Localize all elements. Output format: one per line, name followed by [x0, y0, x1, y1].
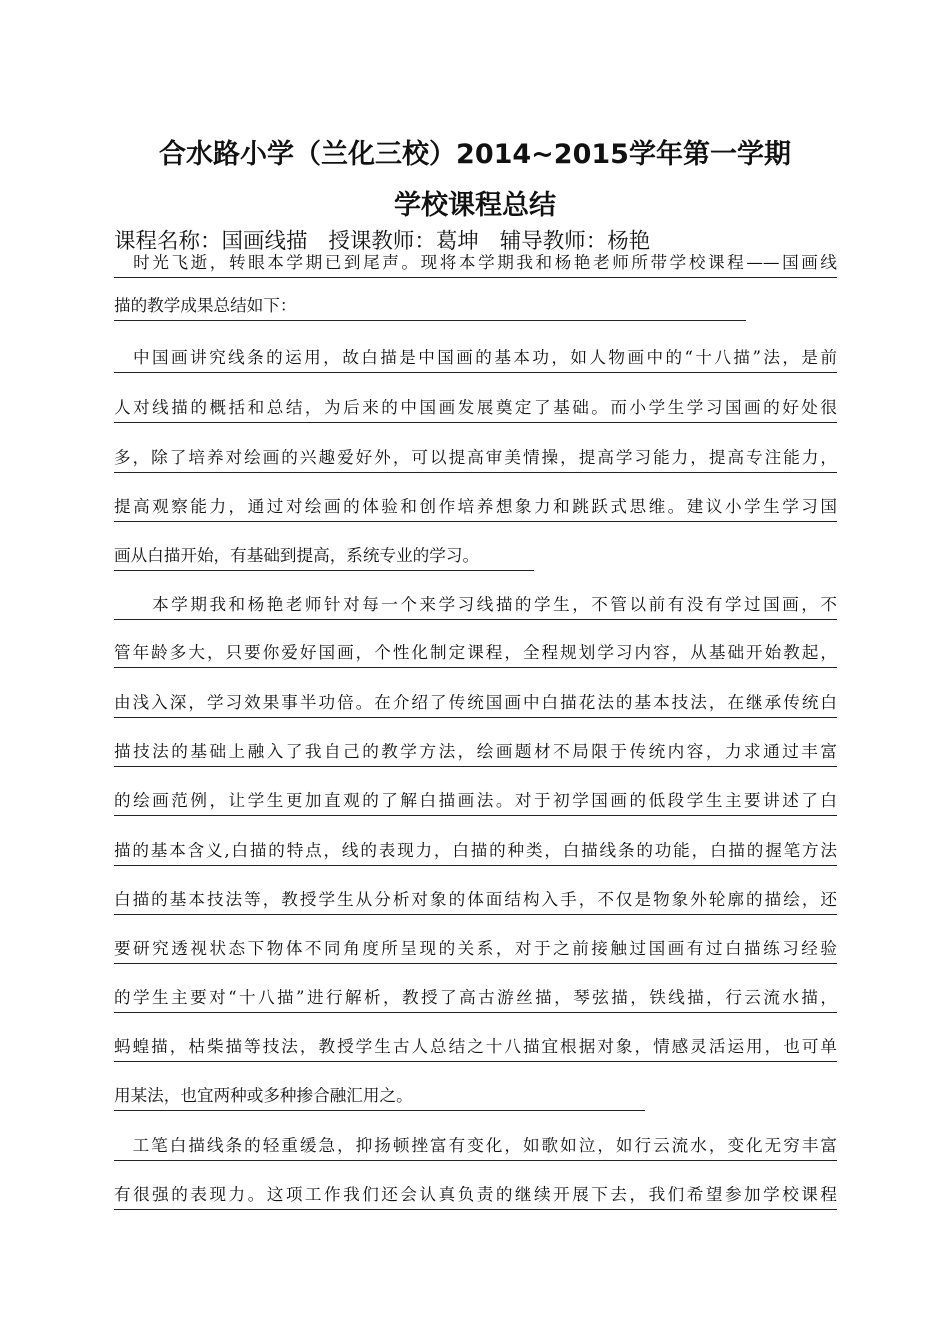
body-line: 人对线描的概括和总结，为后来的中国画发展奠定了基础。而小学生学习国画的好处很 [114, 393, 837, 423]
tutor-label: 辅导教师： [499, 229, 608, 254]
body-line: 要研究透视状态下物体不同角度所呈现的关系，对于之前接触过国画有过白描练习经验 [114, 934, 837, 964]
body-line: 描的基本含义,白描的特点，线的表现力，白描的种类，白描线条的功能，白描的握笔方法 [114, 836, 837, 866]
body-line: 管年龄多大，只要你爱好国画，个性化制定课程，全程规划学习内容，从基础开始教起， [114, 638, 837, 668]
body-line: 用某法，也宜两种或多种掺合融汇用之。 [114, 1081, 645, 1111]
body-line: 描技法的基础上融入了我自己的教学方法，绘画题材不局限于传统内容，力求通过丰富 [114, 737, 837, 767]
document-title-line2: 学校课程总结 [394, 190, 556, 221]
body-line: 中国画讲究线条的运用，故白描是中国画的基本功，如人物画中的“十八描”法，是前 [114, 343, 837, 373]
teacher-label: 授课教师： [328, 229, 436, 254]
body-line: 蚂蝗描，枯柴描等技法，教授学生古人总结之十八描宜根据对象，情感灵活运用，也可单 [114, 1032, 837, 1062]
teacher-value: 葛坤 [435, 229, 479, 254]
body-line: 本学期我和杨艳老师针对每一个来学习线描的学生，不管以前有没有学过国画，不 [114, 590, 837, 620]
document-title-line1: 合水路小学（兰化三校）2014~2015学年第一学期 [159, 139, 791, 170]
body-line: 时光飞逝，转眼本学期已到尾声。现将本学期我和杨艳老师所带学校课程——国画线 [114, 248, 837, 278]
body-line: 描的教学成果总结如下： [114, 291, 746, 321]
body-line: 的绘画范例，让学生更加直观的了解白描画法。对于初学国画的低段学生主要讲述了白 [114, 786, 837, 816]
body-line: 白描的基本技法等，教授学生从分析对象的体面结构入手，不仅是物象外轮廓的描绘，还 [114, 885, 837, 915]
course-name-value: 国画线描 [221, 229, 308, 254]
body-line: 提高观察能力，通过对绘画的体验和创作培养想象力和跳跃式思维。建议小学生学习国 [114, 492, 837, 522]
tutor-value: 杨艳 [607, 229, 651, 254]
body-line: 由浅入深，学习效果事半功倍。在介绍了传统国画中白描花法的基本技法，在继承传统白 [114, 688, 837, 718]
body-line: 有很强的表现力。这项工作我们还会认真负责的继续开展下去，我们希望参加学校课程 [114, 1180, 837, 1210]
course-name-label: 课程名称： [114, 229, 222, 254]
body-line: 工笔白描线条的轻重缓急，抑扬顿挫富有变化，如歌如泣，如行云流水，变化无穷丰富 [114, 1131, 837, 1161]
body-line: 多，除了培养对绘画的兴趣爱好外，可以提高审美情操，提高学习能力，提高专注能力， [114, 443, 837, 473]
body-line: 画从白描开始，有基础到提高，系统专业的学习。 [114, 541, 534, 571]
body-line: 的学生主要对“十八描”进行解析，教授了高古游丝描，琴弦描，铁线描，行云流水描， [114, 983, 837, 1013]
